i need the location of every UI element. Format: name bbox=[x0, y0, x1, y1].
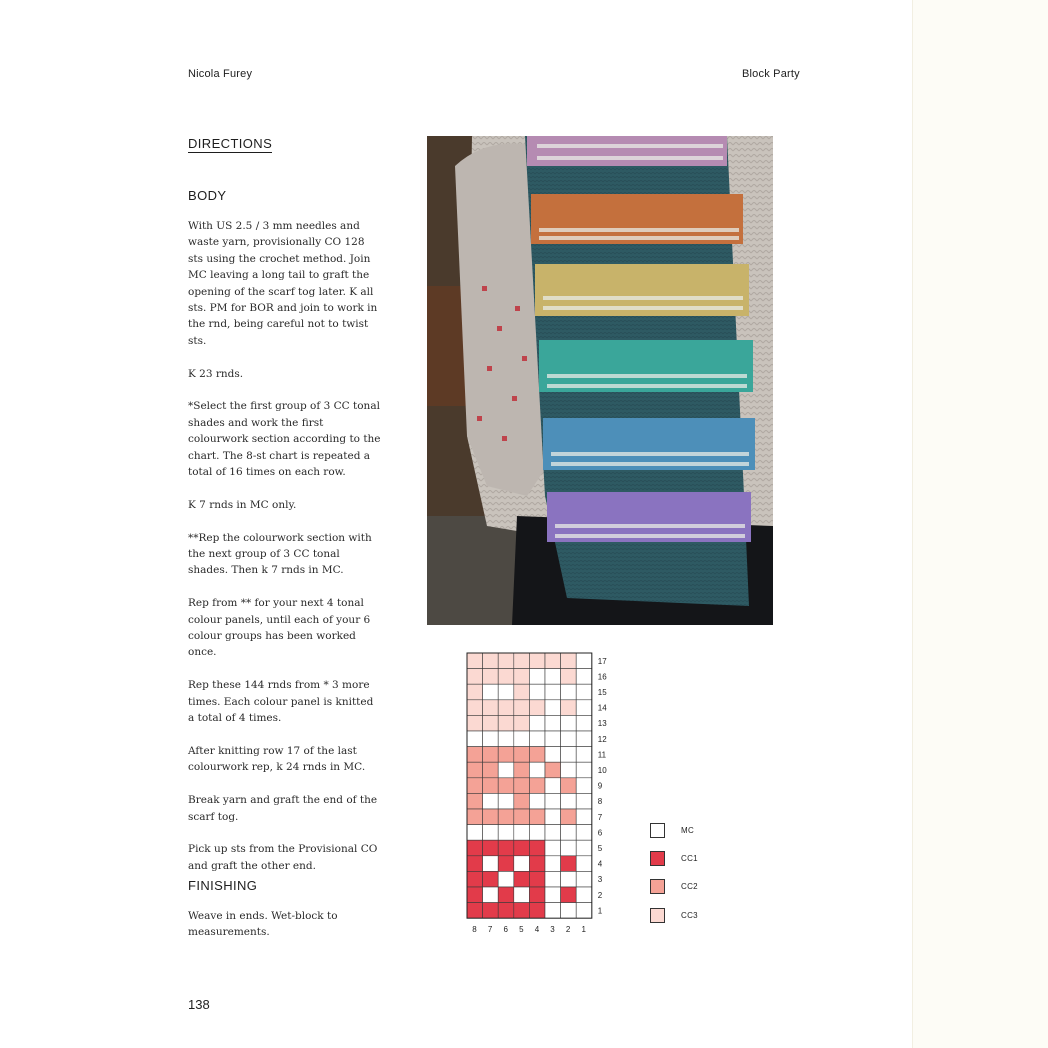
chart-cell bbox=[561, 840, 577, 856]
chart-cell bbox=[514, 747, 530, 763]
legend-item-cc1 bbox=[650, 844, 698, 872]
row-number-label: 4 bbox=[597, 859, 603, 869]
chart-cell bbox=[514, 700, 530, 716]
paragraph: Rep these 144 rnds from * 3 more times. Each colour panel is knitted a total of 4 times. bbox=[188, 679, 374, 725]
chart-cell bbox=[467, 669, 483, 685]
chart-cell bbox=[576, 871, 592, 887]
chart-cell bbox=[545, 809, 561, 825]
chart-cell bbox=[514, 840, 530, 856]
row-number-label: 8 bbox=[597, 797, 603, 807]
chart-cell bbox=[545, 871, 561, 887]
row-number-label: 12 bbox=[597, 734, 607, 744]
chart-cell bbox=[529, 700, 545, 716]
chart-legend bbox=[650, 816, 698, 929]
chart-cell bbox=[545, 825, 561, 841]
chart-cell bbox=[483, 762, 499, 778]
chart-cell bbox=[561, 778, 577, 794]
chart-cell bbox=[576, 653, 592, 669]
chart-cell bbox=[561, 747, 577, 763]
chart-cell bbox=[529, 762, 545, 778]
chart-cell bbox=[576, 731, 592, 747]
row-number-label: 10 bbox=[597, 766, 607, 775]
chart-cell bbox=[467, 871, 483, 887]
chart-cell bbox=[545, 700, 561, 716]
column-number-label: 1 bbox=[581, 925, 586, 935]
scarf-photo bbox=[427, 136, 773, 625]
chart-cell bbox=[483, 840, 499, 856]
legend-label: CC3 bbox=[681, 910, 698, 920]
chart-cell bbox=[483, 793, 499, 809]
row-number-label: 11 bbox=[597, 750, 607, 760]
chart-cell bbox=[483, 856, 499, 872]
chart-cell bbox=[498, 778, 514, 794]
paragraph: Pick up sts from the Provisional CO and graft the other end. bbox=[188, 843, 378, 872]
chart-cell bbox=[467, 778, 483, 794]
chart-cell bbox=[498, 700, 514, 716]
row-number-label: 5 bbox=[597, 844, 603, 853]
chart-cell bbox=[561, 731, 577, 747]
chart-cell bbox=[561, 715, 577, 731]
paragraph: **Rep the colourwork section with the next group of 3 CC tonal shades. Then k 7 rnds in MC. bbox=[188, 531, 372, 577]
chart-cell bbox=[529, 871, 545, 887]
legend-label: CC2 bbox=[681, 882, 698, 892]
body-heading: BODY bbox=[188, 188, 227, 203]
chart-cell bbox=[576, 778, 592, 794]
chart-cell bbox=[498, 840, 514, 856]
chart-cell bbox=[514, 856, 530, 872]
column-number-label: 6 bbox=[503, 925, 508, 935]
chart-cell bbox=[467, 793, 483, 809]
chart-cell bbox=[576, 684, 592, 700]
chart-cell bbox=[467, 809, 483, 825]
chart-cell bbox=[529, 856, 545, 872]
chart-cell bbox=[483, 653, 499, 669]
chart-cell bbox=[467, 684, 483, 700]
page-edge bbox=[912, 0, 1048, 1048]
colourwork-chart bbox=[460, 648, 620, 938]
column-number-label: 4 bbox=[534, 925, 540, 935]
chart-cell bbox=[529, 809, 545, 825]
chart-cell bbox=[467, 653, 483, 669]
chart-cell bbox=[561, 793, 577, 809]
chart-cell bbox=[483, 825, 499, 841]
chart-cell bbox=[498, 903, 514, 919]
chart-cell bbox=[467, 762, 483, 778]
chart-cell bbox=[483, 809, 499, 825]
chart-cell bbox=[483, 715, 499, 731]
chart-cell bbox=[514, 715, 530, 731]
chart-cell bbox=[483, 887, 499, 903]
chart-cell bbox=[576, 809, 592, 825]
chart-cell bbox=[467, 825, 483, 841]
chart-cell bbox=[483, 700, 499, 716]
chart-cell bbox=[529, 684, 545, 700]
chart-cell bbox=[514, 762, 530, 778]
row-number-label: 9 bbox=[597, 781, 603, 791]
chart-cell bbox=[514, 793, 530, 809]
chart-cell bbox=[498, 887, 514, 903]
paragraph: Break yarn and graft the end of the scarf tog. bbox=[188, 794, 378, 823]
chart-cell bbox=[498, 715, 514, 731]
chart-cell bbox=[514, 653, 530, 669]
directions-text bbox=[188, 218, 382, 891]
chart-cell bbox=[467, 731, 483, 747]
chart-cell bbox=[545, 793, 561, 809]
chart-cell bbox=[576, 715, 592, 731]
chart-cell bbox=[545, 903, 561, 919]
chart-cell bbox=[561, 684, 577, 700]
chart-cell bbox=[529, 840, 545, 856]
chart-cell bbox=[467, 747, 483, 763]
chart-cell bbox=[561, 825, 577, 841]
chart-cell bbox=[576, 903, 592, 919]
column-number-label: 5 bbox=[519, 925, 524, 935]
chart-cell bbox=[467, 903, 483, 919]
chart-cell bbox=[545, 715, 561, 731]
chart-cell bbox=[514, 731, 530, 747]
chart-cell bbox=[498, 825, 514, 841]
page-number: 138 bbox=[188, 997, 210, 1012]
chart-cell bbox=[483, 903, 499, 919]
legend-item-cc2 bbox=[650, 873, 698, 901]
chart-cell bbox=[529, 887, 545, 903]
legend-swatch bbox=[650, 823, 665, 838]
chart-cell bbox=[529, 793, 545, 809]
chart-cell bbox=[576, 840, 592, 856]
chart-cell bbox=[561, 762, 577, 778]
column-number-label: 8 bbox=[472, 925, 477, 935]
chart-cell bbox=[498, 762, 514, 778]
paragraph: With US 2.5 / 3 mm needles and waste yarn, provisionally CO 128 sts using the crochet method. Join MC leaving a long tail to graft the opening of the scarf tog later. K all sts. PM for BOR and join to work in the rnd, being careful not to twist sts. bbox=[188, 220, 378, 347]
chart-cell bbox=[514, 887, 530, 903]
chart-cell bbox=[576, 825, 592, 841]
row-number-label: 7 bbox=[597, 812, 603, 822]
chart-cell bbox=[498, 793, 514, 809]
chart-cell bbox=[561, 669, 577, 685]
chart-cell bbox=[483, 778, 499, 794]
chart-cell bbox=[545, 778, 561, 794]
chart-cell bbox=[514, 903, 530, 919]
chart-cell bbox=[483, 731, 499, 747]
chart-cell bbox=[576, 793, 592, 809]
paragraph: *Select the first group of 3 CC tonal shades and work the first colourwork section according to the chart. The 8-st chart is repeated a total of 16 times on each row. bbox=[188, 400, 381, 479]
chart-cell bbox=[498, 684, 514, 700]
chart-cell bbox=[561, 871, 577, 887]
paragraph: Rep from ** for your next 4 tonal colour panels, until each of your 6 colour groups has been worked once. bbox=[188, 597, 371, 659]
author-name: Nicola Furey bbox=[188, 68, 253, 80]
chart-cell bbox=[529, 669, 545, 685]
chart-cell bbox=[561, 653, 577, 669]
chart-cell bbox=[545, 669, 561, 685]
legend-swatch bbox=[650, 879, 665, 894]
chart-cell bbox=[498, 809, 514, 825]
chart-cell bbox=[576, 856, 592, 872]
chart-cell bbox=[498, 747, 514, 763]
row-number-label: 17 bbox=[597, 656, 607, 666]
chart-cell bbox=[498, 669, 514, 685]
legend-swatch bbox=[650, 851, 665, 866]
chart-cell bbox=[561, 856, 577, 872]
legend-swatch bbox=[650, 908, 665, 923]
row-number-label: 16 bbox=[597, 672, 607, 682]
chart-cell bbox=[529, 653, 545, 669]
chart-cell bbox=[545, 887, 561, 903]
chart-cell bbox=[529, 903, 545, 919]
finishing-heading: FINISHING bbox=[188, 878, 258, 893]
chart-cell bbox=[514, 809, 530, 825]
legend-item-cc3 bbox=[650, 901, 698, 929]
chart-cell bbox=[467, 856, 483, 872]
row-number-label: 13 bbox=[597, 719, 607, 729]
legend-label: CC1 bbox=[681, 853, 698, 863]
chart-cell bbox=[529, 731, 545, 747]
column-number-label: 3 bbox=[550, 925, 555, 935]
chart-cell bbox=[545, 731, 561, 747]
chart-cell bbox=[467, 715, 483, 731]
chart-cell bbox=[545, 684, 561, 700]
row-number-label: 1 bbox=[597, 906, 603, 916]
chart-cell bbox=[467, 700, 483, 716]
chart-cell bbox=[545, 840, 561, 856]
chart-cell bbox=[514, 684, 530, 700]
chart-cell bbox=[561, 700, 577, 716]
chart-cell bbox=[467, 887, 483, 903]
chart-cell bbox=[483, 669, 499, 685]
paragraph: K 23 rnds. bbox=[188, 367, 244, 380]
chart-cell bbox=[483, 871, 499, 887]
chart-cell bbox=[514, 825, 530, 841]
chart-cell bbox=[545, 762, 561, 778]
directions-heading: DIRECTIONS bbox=[188, 136, 273, 151]
chart-cell bbox=[529, 747, 545, 763]
chart-cell bbox=[576, 887, 592, 903]
chart-cell bbox=[483, 684, 499, 700]
chart-cell bbox=[483, 747, 499, 763]
chart-cell bbox=[545, 747, 561, 763]
chart-cell bbox=[498, 856, 514, 872]
chart-cell bbox=[561, 903, 577, 919]
book-title: Block Party bbox=[742, 68, 800, 80]
row-number-label: 15 bbox=[597, 688, 607, 697]
paragraph: After knitting row 17 of the last colourwork rep, k 24 rnds in MC. bbox=[188, 744, 366, 774]
chart-cell bbox=[561, 809, 577, 825]
chart-cell bbox=[545, 653, 561, 669]
row-number-label: 14 bbox=[597, 703, 607, 713]
finishing-text: Weave in ends. Wet-block to measurements. bbox=[188, 910, 338, 939]
column-number-label: 7 bbox=[487, 925, 493, 935]
chart-cell bbox=[576, 762, 592, 778]
column-number-label: 2 bbox=[565, 925, 571, 935]
row-number-label: 2 bbox=[597, 890, 603, 900]
chart-cell bbox=[529, 715, 545, 731]
row-number-label: 3 bbox=[597, 875, 603, 885]
chart-cell bbox=[498, 871, 514, 887]
chart-cell bbox=[514, 778, 530, 794]
chart-cell bbox=[529, 825, 545, 841]
chart-cell bbox=[514, 669, 530, 685]
chart-cell bbox=[498, 731, 514, 747]
chart-cell bbox=[576, 700, 592, 716]
legend-label: MC bbox=[681, 825, 695, 835]
chart-cell bbox=[529, 778, 545, 794]
paragraph: K 7 rnds in MC only. bbox=[188, 498, 297, 511]
chart-cell bbox=[576, 669, 592, 685]
chart-cell bbox=[467, 840, 483, 856]
chart-cell bbox=[498, 653, 514, 669]
row-number-label: 6 bbox=[597, 828, 603, 838]
chart-cell bbox=[514, 871, 530, 887]
chart-cell bbox=[545, 856, 561, 872]
chart-cell bbox=[561, 887, 577, 903]
legend-item-mc bbox=[650, 816, 698, 844]
chart-cell bbox=[576, 747, 592, 763]
